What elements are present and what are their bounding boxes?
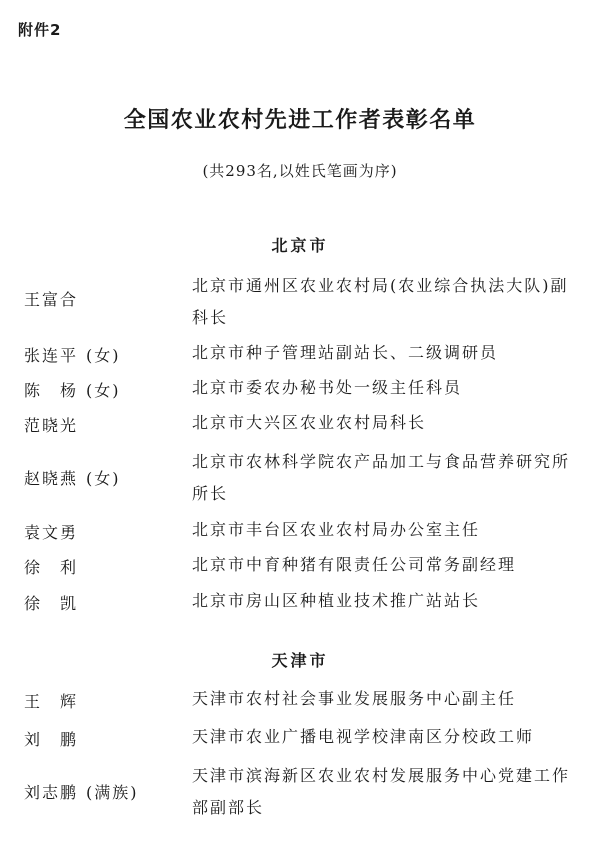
attachment-label: 附件2	[18, 21, 62, 39]
person-name: 赵晓燕	[24, 469, 79, 488]
page-subtitle: (共293名,以姓氏笔画为序)	[202, 162, 398, 180]
person-note: (满族)	[86, 783, 139, 802]
person-position: 北京市中育种猪有限责任公司常务副经理	[192, 555, 517, 574]
person-name: 王富合	[24, 290, 79, 309]
person-name: 徐 利	[24, 558, 79, 577]
person-position: 天津市农业广播电视学校津南区分校政工师	[192, 727, 535, 746]
person-name: 袁文勇	[24, 523, 79, 542]
person-name: 范晓光	[24, 416, 79, 435]
person-position: 北京市大兴区农业农村局科长	[192, 413, 427, 432]
person-note: (女)	[86, 381, 121, 400]
person-position: 北京市丰台区农业农村局办公室主任	[192, 520, 481, 539]
person-position: 北京市委农办秘书处一级主任科员	[192, 378, 463, 397]
person-position: 天津市农村社会事业发展服务中心副主任	[192, 689, 517, 708]
person-position: 天津市滨海新区农业农村发展服务中心党建工作部副部长	[192, 766, 571, 817]
person-note: (女)	[86, 469, 121, 488]
person-position: 北京市房山区种植业技术推广站站长	[192, 591, 481, 610]
person-position: 北京市农林科学院农产品加工与食品营养研究所所长	[192, 452, 571, 503]
person-position: 北京市通州区农业农村局(农业综合执法大队)副科长	[192, 276, 569, 327]
person-name: 徐 凯	[24, 594, 79, 613]
person-name: 陈 杨	[24, 381, 79, 400]
person-name: 张连平	[24, 346, 79, 365]
region-heading-beijing: 北京市	[271, 236, 329, 255]
region-heading-tianjin: 天津市	[271, 651, 329, 670]
person-name: 刘志鹏	[24, 783, 79, 802]
person-note: (女)	[86, 346, 121, 365]
person-position: 北京市种子管理站副站长、二级调研员	[192, 343, 499, 362]
person-name: 王 辉	[24, 692, 79, 711]
person-name: 刘 鹏	[24, 730, 79, 749]
page-title: 全国农业农村先进工作者表彰名单	[123, 108, 477, 133]
